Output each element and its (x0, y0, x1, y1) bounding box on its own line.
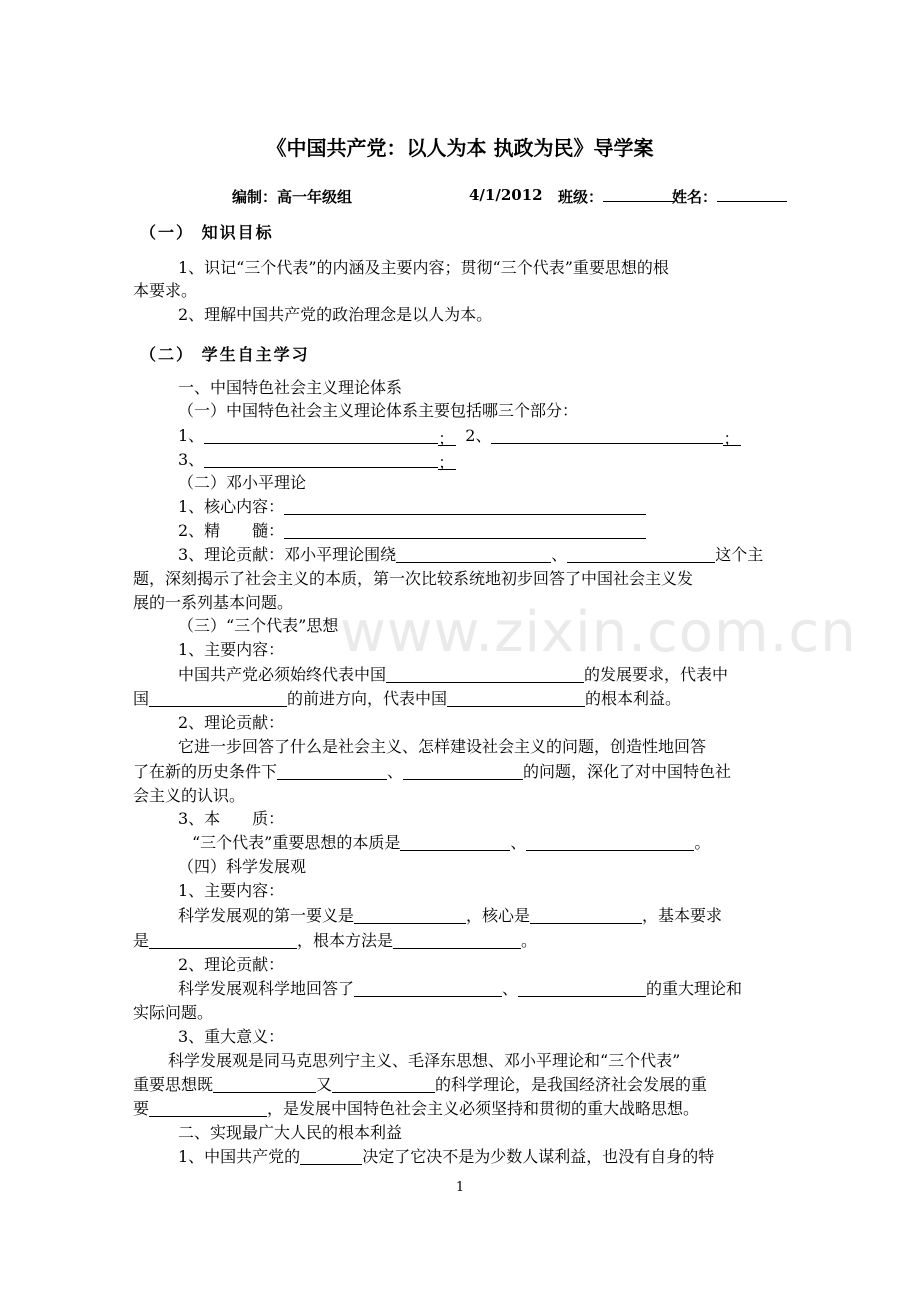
sd-theory-a: 科学发展观科学地回答了 、 的重大理论和 (178, 979, 743, 998)
blank-part-2 (491, 426, 723, 444)
heading-three-represents: （三）“三个代表”思想 (178, 616, 339, 635)
blank-nat-2 (526, 833, 694, 851)
sd-significance: 3、重大意义： (178, 1027, 285, 1046)
blank-part-1-semicolon: ； (438, 429, 455, 448)
goal-2: 2、理解中国共产党的政治理念是以人为本。 (178, 305, 493, 324)
sd-theory-b: 实际问题。 (133, 1003, 214, 1022)
blank-part-3 (204, 450, 438, 468)
represents-theory-a: 它进一步回答了什么是社会主义、怎样建设社会主义的问题，创造性地回答 (178, 737, 707, 756)
blank-rep-1 (386, 665, 584, 683)
site-watermark: www.zixin.com.cn (340, 600, 857, 665)
deng-essence: 2、精 髓： (178, 520, 646, 542)
question-three-parts: （一）中国特色社会主义理论体系主要包括哪三个部分： (178, 401, 579, 420)
sd-significance-b: 重要思想既 又 的科学理论，是我国经济社会发展的重 (133, 1075, 708, 1094)
blank-contrib-2 (567, 545, 715, 563)
heading-theory-system: 一、中国特色社会主义理论体系 (178, 378, 403, 397)
blank-contrib-1 (396, 545, 551, 563)
class-label: 班级： (558, 188, 604, 206)
represents-theory-b: 了在新的历史条件下 、 的问题，深化了对中国特色社 (133, 762, 732, 781)
heading-scientific-development: （四）科学发展观 (178, 857, 307, 876)
name-label: 姓名： (672, 188, 718, 206)
heading-fundamental-interests: 二、实现最广大人民的根本利益 (178, 1123, 403, 1142)
deng-core: 1、核心内容： (178, 496, 646, 518)
item-number: 1、 (178, 426, 205, 445)
heading-deng-theory: （二）邓小平理论 (178, 473, 307, 492)
blank-sig-3 (149, 1099, 267, 1117)
represents-main: 1、主要内容： (178, 640, 285, 659)
blank-th-2 (403, 762, 523, 780)
blank-sd-3 (149, 931, 297, 949)
blank-nat-1 (400, 833, 510, 851)
represents-nature: 3、本 质： (178, 809, 285, 828)
date-label: 4/1/2012 (469, 186, 543, 204)
sd-significance-a: 科学发展观是同马克思列宁主义、毛泽东思想、邓小平理论和“三个代表” (168, 1051, 681, 1070)
blank-th-1 (277, 762, 387, 780)
blank-sd-2 (530, 906, 642, 924)
item-number: 2、 (465, 426, 492, 445)
blank-sd-1 (354, 906, 466, 924)
blank-part-1 (204, 426, 438, 444)
represents-theory: 2、理论贡献： (178, 713, 285, 732)
blank-part-3-semicolon: ； (438, 453, 455, 472)
represents-theory-c: 会主义的认识。 (133, 786, 246, 805)
goal-1-line-a: 1、识记“三个代表”的内涵及主要内容；贯彻“三个代表”重要思想的根 (178, 258, 669, 277)
sd-main: 1、主要内容： (178, 881, 285, 900)
interests-line-1: 1、中国共产党的 决定了它决不是为少数人谋利益，也没有自身的特 (178, 1147, 715, 1166)
blank-sig-1 (213, 1075, 316, 1093)
page-title: 《中国共产党：以人为本 执政为民》导学案 (266, 136, 654, 160)
deng-contribution-b: 题，深刻揭示了社会主义的本质，第一次比较系统地初步回答了中国社会主义发 (133, 569, 694, 588)
blank-rep-3 (447, 689, 585, 707)
editor-label: 编制：高一年级组 (232, 188, 353, 206)
section-knowledge-goals: （一） 知识目标 (140, 223, 274, 242)
blank-sig-2 (332, 1075, 435, 1093)
blank-rep-2 (149, 689, 287, 707)
blank-last-1 (300, 1147, 362, 1165)
goal-1-line-b: 本要求。 (133, 281, 198, 300)
name-field (672, 186, 787, 207)
blank-core (284, 497, 646, 515)
blank-essence (284, 521, 646, 539)
sd-line-a: 科学发展观的第一要义是 ，核心是 ，基本要求 (178, 906, 723, 925)
blank-sd-5 (354, 979, 502, 997)
deng-contribution-a: 3、理论贡献：邓小平理论围绕 、 这个主 (178, 545, 764, 564)
section-self-study: （二） 学生自主学习 (140, 345, 310, 364)
class-field (558, 186, 675, 207)
blank-part-2-semicolon: ； (723, 429, 740, 448)
name-blank (717, 187, 787, 202)
item-number: 3、 (178, 450, 205, 469)
sd-theory: 2、理论贡献： (178, 955, 285, 974)
represents-nature-a: “三个代表”重要思想的本质是 、 。 (192, 833, 711, 852)
represents-line-b: 国 的前进方向，代表中国 的根本利益。 (133, 689, 682, 708)
page-number: 1 (455, 1180, 465, 1195)
blank-sd-4 (393, 931, 521, 949)
sd-line-b: 是 ，根本方法是 。 (133, 931, 538, 950)
sd-significance-c: 要 ，是发展中国特色社会主义必须坚持和贯彻的重大战略思想。 (133, 1099, 700, 1118)
represents-line-a: 中国共产党必须始终代表中国 的发展要求，代表中 (178, 665, 729, 684)
parts-line-1 (178, 425, 741, 447)
class-blank (603, 187, 675, 202)
deng-contribution-c: 展的一系列基本问题。 (133, 593, 294, 612)
blank-sd-6 (518, 979, 646, 997)
parts-line-2 (178, 449, 456, 471)
